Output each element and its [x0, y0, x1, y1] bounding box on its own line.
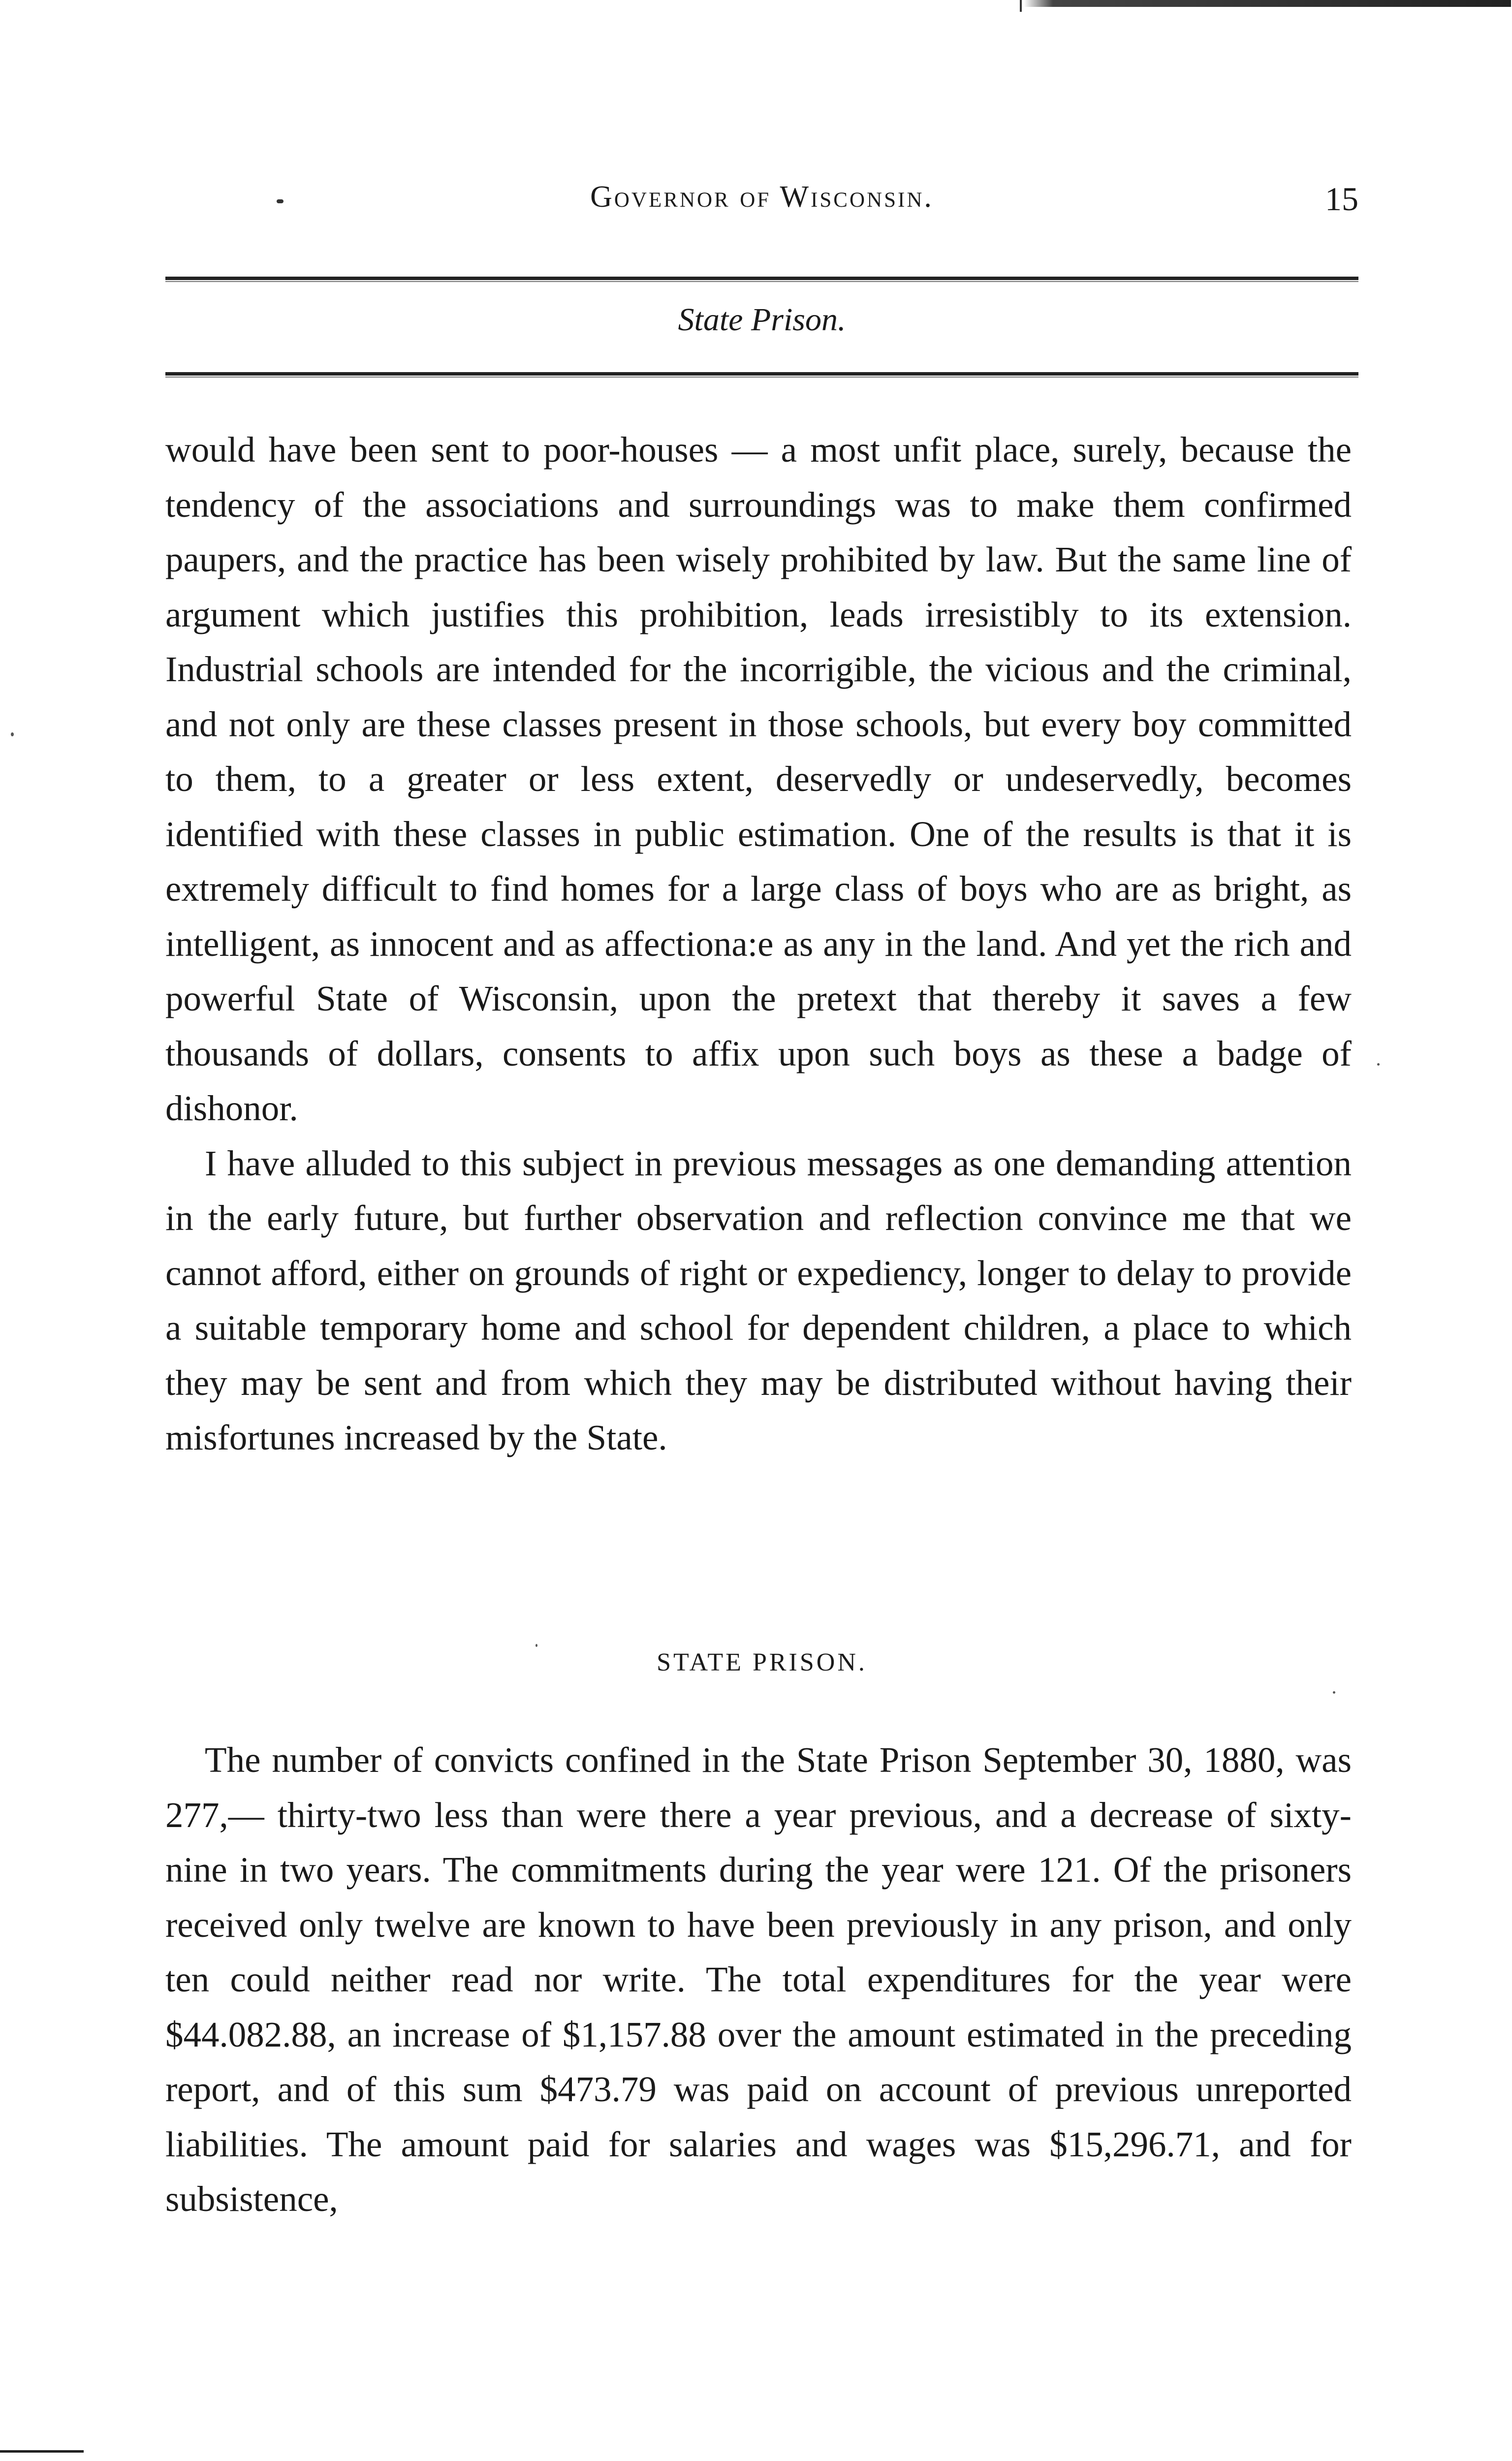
paper-speck: [536, 1644, 537, 1647]
paper-speck: [11, 732, 14, 736]
paper-speck: [1377, 1063, 1380, 1066]
header-title: Governor of Wisconsin.: [590, 180, 934, 214]
paragraph: would have been sent to poor-houses — a most unfit place, surely, because the tendency of the associations and surroundings was to make them confirmed paupers, and the practice has been wisely prohibited by law. But the same line of argument which justifies this prohibition, leads irresistibly to its extension. Industrial schools are intended for the incorrigible, the vicious and the criminal, and not only are these classes present in those schools, but every boy committed to them, to a greater or less extent, deservedly or undeservedly, becomes identified with these classes in public estimation. One of the results is that it is extremely difficult to find homes for a large class of boys who are as bright, as intelligent, as innocent and as affectiona:e as any in the land. And yet the rich and powerful State of Wisconsin, upon the pretext that thereby it saves a few thousands of dollars, consents to affix upon such boys as these a badge of dishonor.: [165, 430, 1352, 1128]
body-text-bottom: [165, 1733, 1352, 2227]
scan-edge-mark: [1024, 0, 1511, 7]
paper-speck: [1333, 1691, 1335, 1694]
paragraph: I have alluded to this subject in previous messages as one demanding attention in the early future, but further observation and reflection convince me that we cannot afford, either on grounds of right or expediency, longer to delay to provide a suitable temporary home and school for dependent children, a place to which they may be sent and from which they may be distributed without having their misfortunes increased by the State.: [165, 1143, 1352, 1457]
header-rule-top: [165, 277, 1358, 280]
page-number: 15: [1325, 180, 1358, 218]
running-header: [165, 180, 1358, 224]
body-text-top: [165, 422, 1352, 1465]
paragraph: The number of convicts confined in the State Prison September 30, 1880, was 277,— thirty-two less than were there a year previous, and a decrease of sixty-nine in two years. The commitments during the year were 121. Of the prisoners received only twelve are known to have been previously in any prison, and only ten could neither read nor write. The total expenditures for the year were $44.082.88, an increase of $1,157.88 over the amount estimated in the preceding report, and of this sum $473.79 was paid on account of previous unreported liabilities. The amount paid for salaries and wages was $15,296.71, and for subsistence,: [165, 1740, 1352, 2219]
header-rule-bottom: [165, 372, 1358, 376]
running-subhead: State Prison.: [678, 302, 846, 338]
section-heading: STATE PRISON.: [657, 1648, 867, 1676]
scan-edge-tick: [1020, 0, 1022, 12]
scan-edge-line: [0, 2450, 84, 2453]
